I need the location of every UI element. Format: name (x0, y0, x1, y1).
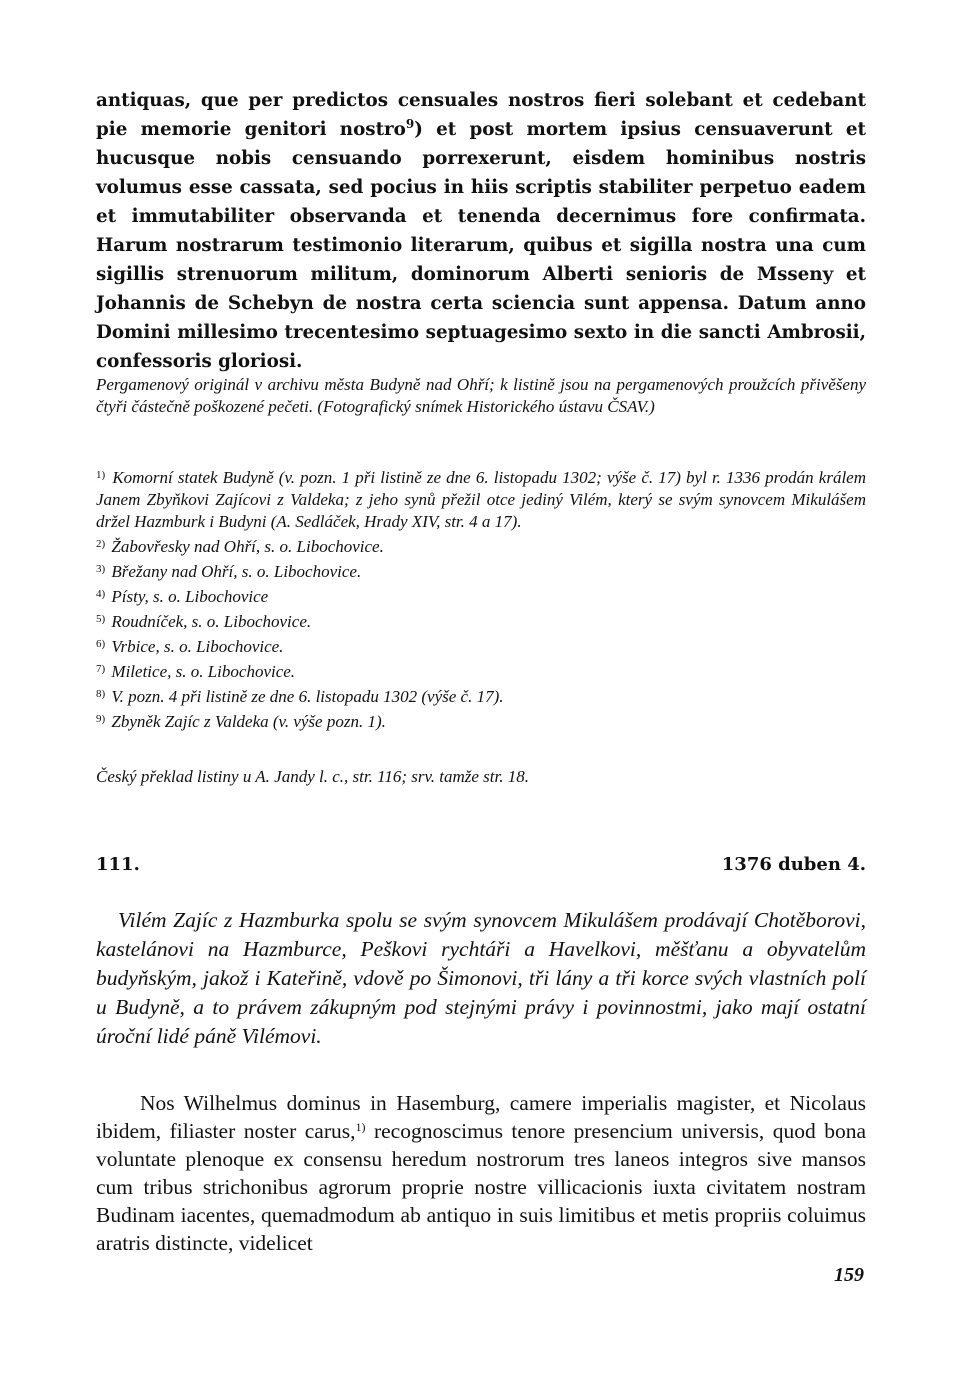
document-date: 1376 duben 4. (721, 854, 866, 875)
page-number: 159 (834, 1264, 864, 1286)
footnote-item (96, 583, 866, 608)
footnote-text: Vrbice, s. o. Libochovice. (111, 637, 284, 656)
regest-summary: Vilém Zajíc z Hazmburka spolu se svým synovcem Mikulášem prodávají Chotěborovi, kastelánovi na Hazmburce, Peškovi rychtáři a Havelkovi, měšťanu a obyvatelům budyňským, jakož i Kateřině, vdově po Šimonovi, tři lány a tři korce svých vlastních polí u Budyně, a to právem zákupným pod stejnými právy i povinnostmi, jako mají ostatní úroční lidé páně Vilémovi. (96, 908, 866, 1048)
latin-text-part: recognoscimus tenore presencium universis, quod bona voluntate plenoque ex consensu heredum nostrorum tres laneos integros sive mansos cum tribus strichonibus agrorum proprie nostre villicacionis iuxta civitatem nostram Budinam iacentes, quemadmodum ab antiquo in suis limitibus et metis propriis coluimus aratris distincte, videlicet (96, 1119, 866, 1255)
footnote-item (96, 558, 866, 583)
footnotes (96, 464, 866, 733)
footnote-item (96, 708, 866, 733)
footnote-item (96, 683, 866, 708)
footnote-item (96, 533, 866, 558)
footnote-mark: 9) (96, 713, 106, 725)
footnote-mark: 7) (96, 663, 106, 675)
latin-text-part: antiquas, que per predictos censuales nostros fieri solebant et cedebant pie memorie genitori nostro (96, 90, 866, 140)
footnote-text: Písty, s. o. Libochovice (111, 587, 269, 606)
footnote-text: Komorní statek Budyně (v. pozn. 1 při listině ze dne 6. listopadu 1302; výše č. 17) byl r. 1336 prodán králem Janem Zbyňkovi Zajícovi z Valdeka; z jeho synů přežil otce jediný Vilém, který se svým synovcem Mikulášem držel Hazmburk i Budyni (A. Sedláček, Hrady XIV, str. 4 a 17). (96, 468, 867, 531)
latin-charter-text (96, 1089, 866, 1257)
document-page (96, 86, 867, 1255)
footnote-mark: 8) (96, 688, 106, 700)
footnote-mark: 2) (96, 538, 106, 550)
footnote-text: Roudníček, s. o. Libochovice. (111, 612, 312, 631)
footnote-text: Miletice, s. o. Libochovice. (111, 662, 296, 681)
footnote-text: Žabovřesky nad Ohří, s. o. Libochovice. (111, 537, 384, 556)
footnote-item (96, 608, 866, 633)
footnote-reference: 1) (355, 1120, 366, 1134)
footnote-mark: 5) (96, 613, 106, 625)
translation-reference: Český překlad listiny u A. Jandy l. c., str. 116; srv. tamže str. 18. (96, 767, 529, 786)
footnote-item (96, 464, 866, 533)
footnote-mark: 6) (96, 638, 106, 650)
footnote-mark: 1) (96, 469, 106, 481)
footnote-reference: 9 (405, 117, 415, 131)
footnote-text: V. pozn. 4 při listině ze dne 6. listopadu 1302 (výše č. 17). (111, 687, 504, 706)
latin-charter-continuation (96, 86, 866, 376)
footnote-text: Břežany nad Ohří, s. o. Libochovice. (111, 562, 362, 581)
footnote-item (96, 658, 866, 683)
latin-text-part: ) et post mortem ipsius censuaverunt et hucusque nobis censuando porrexerunt, eisdem hominibus nostris volumus esse cassata, sed pocius in hiis scriptis stabiliter perpetuo eadem et immutabiliter observanda et tenenda decernimus fore confirmata. Harum nostrarum testimonio literarum, quibus et sigilla nostra una cum sigillis strenuorum militum, dominorum Alberti senioris de Msseny et Johannis de Schebyn de nostra certa sciencia sunt appensa. Datum anno Domini millesimo trecentesimo septuagesimo sexto in die sancti Ambrosii, confessoris gloriosi. (96, 119, 866, 372)
footnote-item (96, 633, 866, 658)
footnote-mark: 4) (96, 588, 106, 600)
document-header (96, 854, 866, 880)
source-note: Pergamenový originál v archivu města Budyně nad Ohří; k listině jsou na pergamenových proužcích přivěšeny čtyři částečně poškozené pečeti. (Fotografický snímek Historického ústavu ČSAV.) (96, 375, 866, 416)
footnote-text: Zbyněk Zajíc z Valdeka (v. výše pozn. 1). (111, 712, 386, 731)
footnote-mark: 3) (96, 563, 106, 575)
latin-text-part: Nos Wilhelmus dominus in Hasemburg, camere imperialis magister, et Nicolaus ibidem, filiaster noster carus, (96, 1091, 866, 1143)
document-number: 111. (96, 854, 140, 875)
